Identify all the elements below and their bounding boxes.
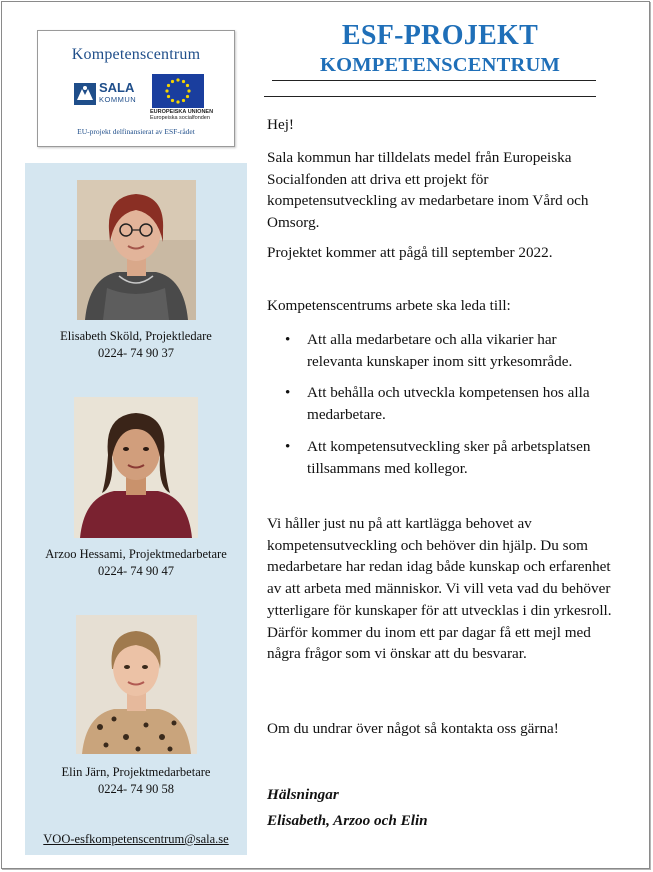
letter-signatures — [267, 810, 612, 832]
signatures-text: Elisabeth, Arzoo och Elin — [267, 812, 428, 829]
contact-phone: 0224- 74 90 58 — [97, 782, 175, 796]
contact-column — [25, 163, 247, 855]
closing-text: Hälsningar — [267, 786, 339, 803]
photo-arzoo — [74, 397, 198, 538]
sala-crest-icon — [74, 83, 96, 105]
paragraph-text: Sala kommun har tilldelats medel från Europeiska Socialfonden att driva ett projekt för kompetensutveckling av medarbetare inom Vård och Omsorg. — [267, 149, 589, 232]
bullet-icon: • — [285, 384, 291, 402]
goals-list — [267, 329, 612, 479]
contact-phone: 0224- 74 90 47 — [97, 564, 175, 578]
eu-caption — [150, 109, 220, 121]
photo-elin — [76, 615, 197, 754]
contact-name: Arzoo Hessami, Projektmedarbetare — [45, 547, 227, 561]
eu-caption-line2: Europeiska socialfonden — [150, 115, 210, 121]
sala-name: SALA — [99, 80, 135, 95]
paragraph-text: Om du undrar över något så kontakta oss gärna! — [267, 720, 559, 737]
project-logo-card — [37, 30, 235, 147]
list-item — [267, 382, 612, 425]
list-item — [267, 436, 612, 479]
eu-flag-icon — [152, 74, 204, 108]
letter-paragraph-3 — [267, 295, 612, 317]
greeting-text: Hej! — [267, 116, 294, 133]
letter-paragraph-2 — [267, 242, 612, 264]
photo-elisabeth — [77, 180, 196, 320]
paragraph-text: Projektet kommer att pågå till september 2022. — [267, 244, 553, 261]
contact-email-link[interactable]: VOO-esfkompetenscentrum@sala.se — [43, 832, 229, 846]
contact-phone: 0224- 74 90 37 — [97, 346, 175, 360]
sala-sub: KOMMUN — [99, 95, 137, 104]
letter-paragraph-5 — [267, 718, 612, 740]
logo-footer: EU-projekt delfinansierat av ESF-rådet — [77, 127, 195, 136]
paragraph-text: Kompetenscentrums arbete ska leda till: — [267, 297, 511, 314]
eu-caption-line1: EUROPEISKA UNIONEN — [150, 109, 214, 115]
heading-title: ESF-PROJEKT — [341, 20, 539, 51]
paragraph-text: Vi håller just nu på att kartlägga behovet av kompetensutveckling och behöver din hjälp. Du som medarbetare har redan idag både kunskap och erfarenhet av att arbeta med människor. Vi vill veta vad du behöver ytterligare för kunskaper för att utvecklas i din yrkesroll. Därför kommer du inom ett par dagar få ett mejl med några frågor som vi önskar att du besvarar. — [267, 515, 612, 663]
heading-subtitle: KOMPETENSCENTRUM — [319, 54, 561, 76]
logo-title: Kompetenscentrum — [71, 46, 201, 63]
sala-kommun-logo — [74, 81, 146, 111]
bullet-icon: • — [285, 331, 291, 348]
list-item-text: Att alla medarbetare och alla vikarier har relevanta kunskaper inom sitt yrkesområde. — [307, 331, 573, 370]
list-item-text: Att behålla och utveckla kompetensen hos alla medarbetare. — [307, 384, 590, 424]
heading-rule-1 — [272, 80, 596, 81]
letter-paragraph-1 — [267, 147, 612, 234]
contact-name: Elin Järn, Projektmedarbetare — [61, 765, 211, 779]
letter-greeting — [267, 114, 612, 136]
document-page — [1, 1, 650, 869]
list-item-text: Att kompetensutveckling sker på arbetsplatsen tillsammans med kollegor. — [307, 437, 591, 477]
list-item — [267, 329, 612, 372]
contact-name: Elisabeth Sköld, Projektledare — [60, 329, 212, 343]
letter-paragraph-4 — [267, 513, 612, 665]
heading-rule-2 — [264, 96, 596, 97]
bullet-icon: • — [285, 437, 291, 455]
letter-closing — [267, 784, 612, 806]
